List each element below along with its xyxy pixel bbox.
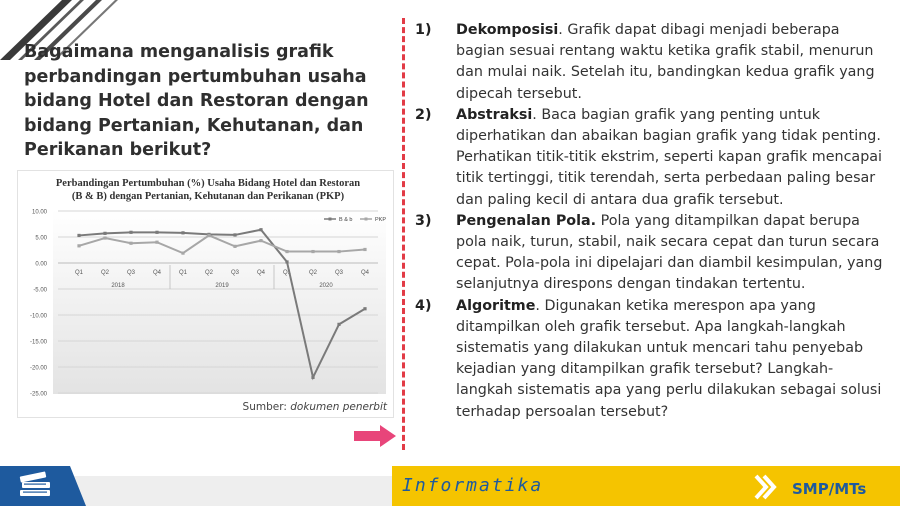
year-label: 2019 [215, 283, 229, 289]
step-item [415, 105, 885, 211]
data-point [285, 250, 288, 253]
y-tick-label: 5.00 [35, 235, 47, 242]
x-tick-label: Q4 [152, 270, 162, 276]
data-point [233, 233, 236, 236]
data-point [77, 244, 80, 247]
x-tick-label: Q4 [256, 270, 266, 276]
step-number: 1) [415, 22, 432, 38]
legend-label: PKP [375, 217, 387, 223]
chart-title: Perbandingan Pertumbuhan (%) Usaha Bidang Hotel dan Restoran [55, 178, 361, 189]
data-point [129, 242, 132, 245]
x-tick-label: Q1 [74, 270, 84, 276]
year-label: 2018 [111, 283, 125, 289]
x-tick-label: Q1 [282, 270, 292, 276]
step-number: 3) [415, 212, 432, 229]
x-tick-label: Q2 [100, 270, 110, 276]
y-tick-label: -15.00 [29, 339, 47, 346]
pink-arrow-icon [354, 425, 396, 447]
question-heading: Bagaimana menganalisis grafik perbandingan pertumbuhan usaha bidang Hotel dan Restoran dengan bidang Pertanian, Kehutanan, dan Perikanan berikut? [24, 42, 369, 160]
step-title: Abstraksi [456, 106, 533, 123]
growth-line-chart [18, 171, 395, 419]
x-tick-label: Q3 [334, 270, 344, 276]
legend-marker [365, 218, 368, 221]
step-text: . Digunakan ketika merespon apa yang ditampilkan oleh grafik tersebut. Apa langkah-langkah sistematis yang dilakukan untuk mencari tahu penyebab kejadian yang ditampilkan grafik tersebut? Langkah-langkah sistematis apa yang perlu dilakukan sebagai solusi terhadap persoalan tersebut? [456, 297, 882, 420]
x-tick-label: Q1 [178, 270, 188, 276]
y-tick-label: 0.00 [35, 261, 47, 268]
year-label: 2020 [319, 283, 333, 289]
data-point [259, 239, 262, 242]
data-point [155, 241, 158, 244]
y-tick-label: -10.00 [29, 313, 47, 320]
data-point [103, 236, 106, 239]
legend-marker [329, 218, 332, 221]
x-tick-label: Q2 [308, 270, 318, 276]
data-point [311, 250, 314, 253]
y-tick-label: -5.00 [33, 287, 47, 294]
chevron-right-icon [752, 472, 778, 502]
x-tick-label: Q3 [230, 270, 240, 276]
data-point [363, 307, 366, 310]
step-title: Algoritme [456, 297, 536, 314]
data-point [155, 231, 158, 234]
analysis-steps [415, 20, 885, 423]
footer-level: SMP/MTs [792, 480, 867, 498]
step-title: Pengenalan Pola. [456, 212, 597, 229]
step-item [415, 20, 885, 105]
data-point [129, 231, 132, 234]
x-tick-label: Q4 [360, 270, 370, 276]
data-point [337, 250, 340, 253]
books-icon [16, 470, 56, 500]
x-tick-label: Q3 [126, 270, 136, 276]
step-title: Dekomposisi [456, 22, 559, 38]
step-item [415, 211, 885, 296]
x-tick-label: Q2 [204, 270, 214, 276]
step-number: 4) [415, 297, 432, 314]
source-label: Sumber: [242, 401, 287, 413]
source-value: dokumen penerbit [290, 401, 387, 413]
step-text: Pola yang ditampilkan dapat berupa pola naik, turun, stabil, naik secara cepat dan turun secara cepat. Pola-pola ini dipelajari dan diambil kesimpulan, yang selanjutnya direspons dengan tindakan tertentu. [456, 212, 883, 293]
data-point [207, 234, 210, 237]
dashed-divider [402, 18, 405, 450]
footer-bar [0, 466, 900, 506]
data-point [181, 252, 184, 255]
y-tick-label: 10.00 [31, 209, 47, 216]
data-point [363, 248, 366, 251]
data-point [181, 231, 184, 234]
source-caption [243, 401, 387, 413]
data-point [285, 260, 288, 263]
y-tick-label: -25.00 [29, 391, 47, 398]
data-point [103, 232, 106, 235]
legend-label: B & b [339, 217, 353, 223]
step-item [415, 296, 885, 423]
footer-subject: Informatika [402, 475, 544, 496]
y-tick-label: -20.00 [29, 365, 47, 372]
growth-chart-card [17, 170, 394, 418]
data-point [337, 323, 340, 326]
step-text: . Baca bagian grafik yang penting untuk diperhatikan dan abaikan bagian grafik yang tidak penting. Perhatikan titik-titik ekstrim, seperti kapan grafik mencapai titik tertinggi, titik terendah, serta perbedaan paling besar dan paling kecil di antara dua grafik tersebut. [456, 106, 883, 208]
data-point [77, 234, 80, 237]
data-point [259, 228, 262, 231]
data-point [233, 245, 236, 248]
chart-subtitle: (B & B) dengan Pertanian, Kehutanan dan Perikanan (PKP) [71, 191, 345, 202]
step-text: . Grafik dapat dibagi menjadi beberapa bagian sesuai rentang waktu ketika grafik stabil, menurun dan mulai naik. Setelah itu, bandingkan kedua grafik yang dipecah tersebut. [456, 22, 875, 102]
step-number: 2) [415, 106, 432, 123]
data-point [311, 376, 314, 379]
